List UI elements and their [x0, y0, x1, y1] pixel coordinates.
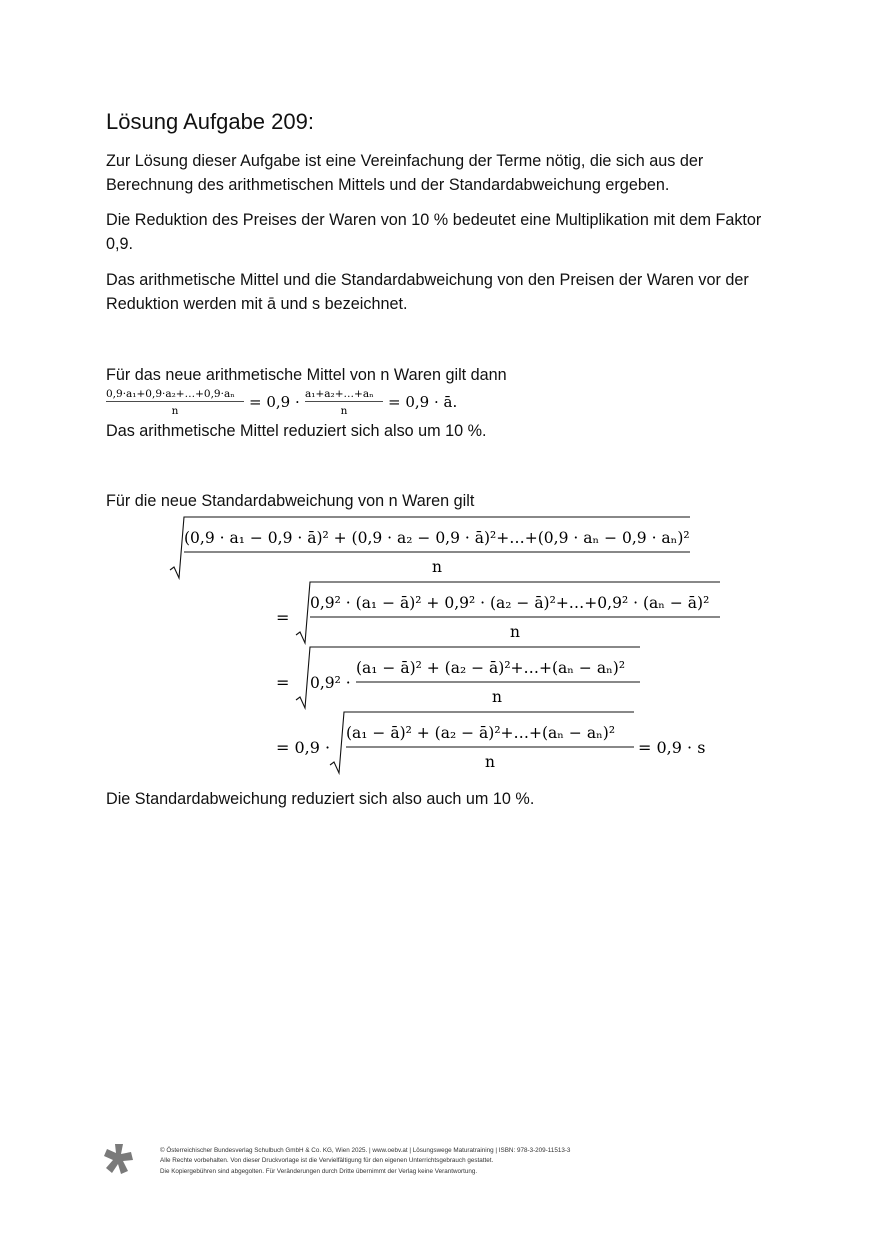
sd-line4-suffix: = 0,9 · s — [638, 738, 706, 757]
mean-formula-denominator-1: n — [171, 405, 179, 417]
text-line: Die Reduktion des Preises der Waren von 10 % bedeutet eine Multiplikation mit dem Faktor — [106, 211, 762, 229]
page-footer — [104, 1140, 804, 1180]
sd-line3-factor: 0,9² · — [310, 674, 351, 692]
copyright-notice — [160, 1146, 570, 1177]
oebv-logo-icon — [104, 1143, 134, 1175]
sd-line2-denominator: n — [510, 623, 520, 641]
text-line: 0,9. — [106, 235, 134, 253]
page-title: Lösung Aufgabe 209: — [106, 109, 314, 134]
text-line: Berechnung des arithmetischen Mittels und der Standardabweichung ergeben. — [106, 176, 670, 194]
mean-formula-numerator-1: 0,9·a₁+0,9·a₂+…+0,9·aₙ — [106, 388, 235, 400]
footer-line: © Österreichischer Bundesverlag Schulbuch GmbH & Co. KG, Wien 2025. | www.oebv.at | Lösungswege Maturatraining | ISBN: 978-3-209-11513-3 — [160, 1147, 571, 1154]
footer-line: Alle Rechte vorbehalten. Von dieser Druckvorlage ist die Vervielfältigung für den eigenen Unterrichtsgebrauch gestattet. — [160, 1157, 494, 1165]
sd-formula-line-2 — [0, 579, 890, 649]
mean-result-text: Das arithmetische Mittel reduziert sich also um 10 %. — [106, 422, 487, 440]
sd-intro-text: Für die neue Standardabweichung von n Waren gilt — [106, 492, 475, 510]
sd-line3-denominator: n — [492, 688, 502, 706]
square-root-sign — [170, 517, 690, 578]
mean-formula — [0, 384, 890, 420]
sd-line1-numerator: (0,9 · a₁ − 0,9 · ā)² + (0,9 · a₂ − 0,9 · ā)²+…+(0,9 · aₙ − 0,9 · aₙ)² — [184, 529, 690, 547]
notation-paragraph — [106, 268, 796, 316]
sd-line3-numerator: (a₁ − ā)² + (a₂ − ā)²+…+(aₙ − aₙ)² — [356, 659, 626, 677]
mean-formula-denominator-2: n — [340, 405, 348, 417]
sd-line3-prefix: = — [276, 673, 290, 692]
sd-line2-numerator: 0,9² · (a₁ − ā)² + 0,9² · (a₂ − ā)²+…+0,9² · (aₙ − ā)² — [310, 594, 710, 612]
reduction-paragraph — [106, 208, 796, 256]
sd-formula-line-1 — [0, 514, 890, 584]
mean-formula-equals-1: = 0,9 · — [249, 393, 300, 411]
mean-formula-numerator-2: a₁+a₂+…+aₙ — [305, 388, 374, 400]
sd-line4-prefix: = 0,9 · — [276, 738, 331, 757]
text-line: Zur Lösung dieser Aufgabe ist eine Vereinfachung der Terme nötig, die sich aus der — [106, 152, 704, 170]
footer-line: Die Kopiergebühren sind abgegolten. Für Veränderungen durch Dritte übernimmt der Verlag keine Verantwortung. — [160, 1167, 478, 1175]
sd-line4-denominator: n — [485, 753, 495, 771]
sd-formula-line-4 — [0, 709, 890, 779]
sd-line2-prefix: = — [276, 608, 290, 627]
square-root-sign — [330, 712, 634, 773]
sd-formula-line-3 — [0, 644, 890, 714]
sd-line1-denominator: n — [432, 558, 442, 576]
intro-paragraph — [106, 149, 796, 197]
mean-intro-text: Für das neue arithmetische Mittel von n Waren gilt dann — [106, 366, 507, 384]
square-root-sign — [296, 582, 720, 643]
text-line: Reduktion werden mit ā und s bezeichnet. — [106, 295, 408, 313]
text-line: Das arithmetische Mittel und die Standardabweichung von den Preisen der Waren vor der — [106, 271, 749, 289]
sd-result-text: Die Standardabweichung reduziert sich also auch um 10 %. — [106, 790, 535, 808]
mean-formula-equals-2: = 0,9 · ā. — [388, 393, 458, 411]
sd-line4-numerator: (a₁ − ā)² + (a₂ − ā)²+…+(aₙ − aₙ)² — [346, 724, 616, 742]
